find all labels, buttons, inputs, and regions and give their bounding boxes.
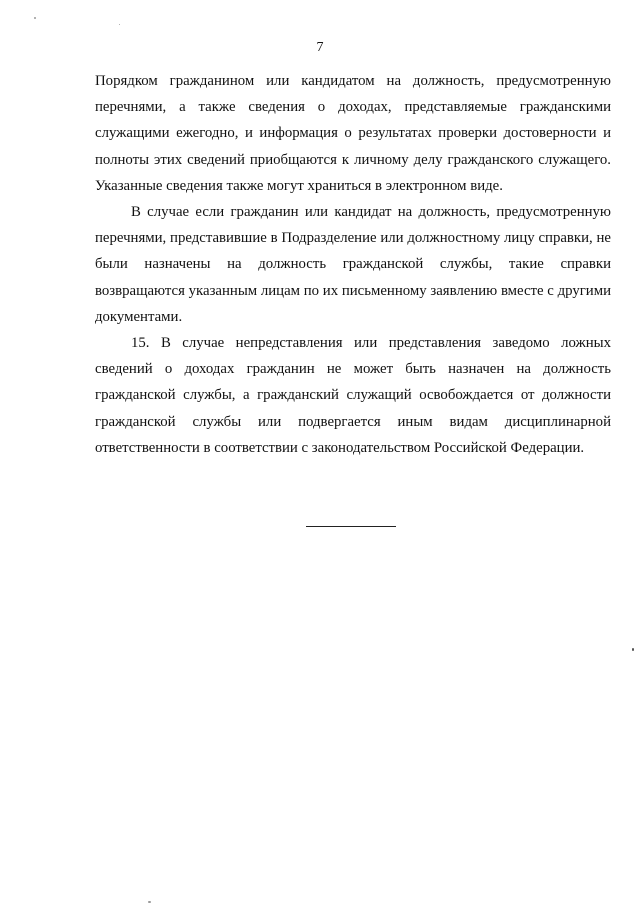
paragraph-clause-15: 15. В случае непредставления или представления заведомо ложных сведений о доходах гражданин не может быть назначен на должность гражданской службы, а гражданский служащий освобождается от должности гражданской службы или подвергается иным видам дисциплинарной ответственности в соответствии с законодательством Российской Федерации. (95, 335, 611, 456)
closing-rule (306, 526, 396, 527)
scan-speck (632, 648, 634, 651)
document-body (95, 68, 611, 461)
scan-speck (34, 17, 36, 19)
scan-speck (148, 901, 151, 903)
paragraph-continuation: Порядком гражданином или кандидатом на должность, предусмотренную перечнями, а также сведения о доходах, представляемые гражданскими служащими ежегодно, и информация о результатах проверки достоверности и полноты этих сведений приобщаются к личному делу гражданского служащего. Указанные сведения также могут храниться в электронном виде. (95, 73, 611, 194)
paragraph-returned-certificates: В случае если гражданин или кандидат на должность, предусмотренную перечнями, представившие в Подразделение или должностному лицу справки, не были назначены на должность гражданской службы, такие справки возвращаются указанным лицам по их письменному заявлению вместе с другими документами. (95, 204, 611, 325)
page-number: 7 (316, 40, 324, 55)
scan-speck (119, 24, 120, 25)
